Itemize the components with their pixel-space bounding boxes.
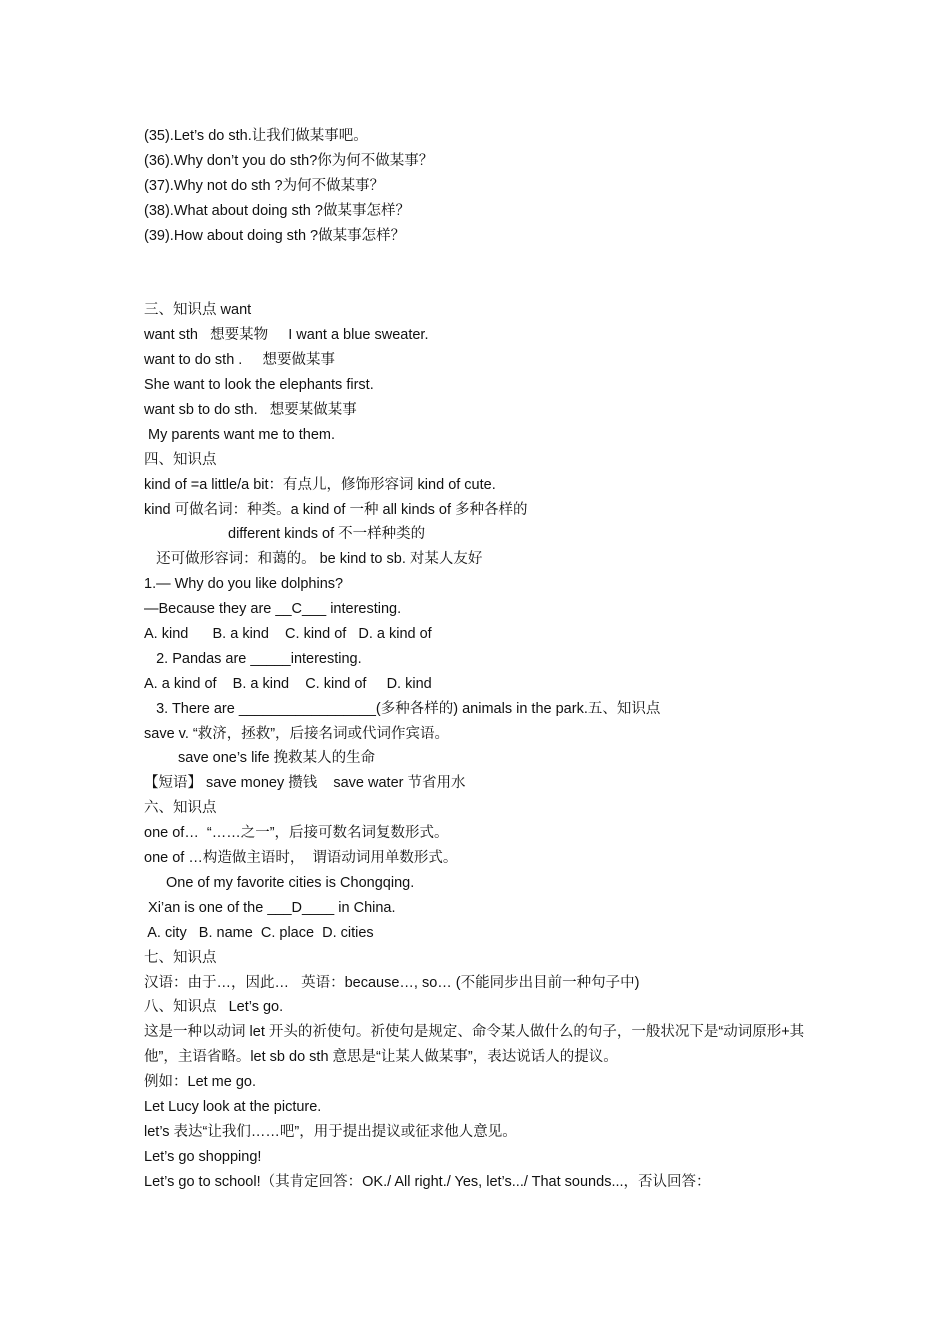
exercise-options: A. a kind of B. a kind C. kind of D. kind (144, 675, 432, 692)
exercise-question: 3. There are _________________(多种各样的) animals in the park.五、知识点 (144, 700, 661, 717)
section-6-line: one of… “……之一”，后接可数名词复数形式。 (144, 825, 449, 842)
section-8-line: Let Lucy look at the picture. (144, 1098, 322, 1115)
section-5-line: save one’s life 挽救某人的生命 (178, 750, 376, 767)
section-8-line: Let’s go shopping! (144, 1148, 262, 1165)
section-8-line: let’s 表达“让我们……吧”，用于提出提议或征求他人意见。 (144, 1123, 517, 1140)
section-5-line: 【短语】 save money 攒钱 save water 节省用水 (144, 775, 466, 792)
section-3-line: want to do sth . 想要做某事 (144, 352, 335, 369)
section-5-line: save v. “救济，拯救”，后接名词或代词作宾语。 (144, 725, 450, 742)
section-8-paragraph: 这是一种以动词 let 开头的祈使句。祈使句是规定、命令某人做什么的句子，一般状况下是“动词原形+其他”，主语省略。let sb do sth 意思是“让某人做某事”，表达说话人的提议。 (144, 1024, 805, 1066)
exercise-options: A. city B. name C. place D. cities (144, 924, 374, 941)
exercise-question: 1.— Why do you like dolphins? (144, 576, 344, 593)
exercise-question: Xi’an is one of the ___D____ in China. (144, 899, 396, 916)
phrase-35: (35).Let’s do sth.让我们做某事吧。 (144, 128, 368, 144)
section-7-heading: 七、知识点 (144, 949, 217, 966)
exercise-options: A. kind B. a kind C. kind of D. a kind of (144, 626, 432, 643)
section-4-line: kind 可做名词：种类。a kind of 一种 all kinds of 多种各样的 (144, 501, 528, 518)
phrase-36: (36).Why don’t you do sth?你为何不做某事？ (144, 152, 434, 169)
phrase-37: (37).Why not do sth ?为何不做某事？ (144, 177, 385, 194)
section-3-heading: 三、知识点 want (144, 302, 252, 319)
exercise-answer: —Because they are __C___ interesting. (144, 601, 402, 618)
blank-gap (144, 248, 810, 298)
section-4-heading: 四、知识点 (144, 451, 217, 468)
section-4-line: kind of =a little/a bit：有点儿，修饰形容词 kind of cute. (144, 476, 496, 493)
section-4-line: 还可做形容词：和蔼的。 be kind to sb. 对某人友好 (144, 551, 483, 568)
phrase-39: (39).How about doing sth ?做某事怎样？ (144, 227, 406, 244)
section-6-heading: 六、知识点 (144, 800, 217, 817)
section-3-line: My parents want me to them. (144, 426, 335, 443)
phrase-38: (38).What about doing sth ?做某事怎样？ (144, 202, 410, 219)
section-8-heading: 八、知识点 Let’s go. (144, 999, 284, 1016)
exercise-question: 2. Pandas are _____interesting. (144, 650, 362, 667)
section-6-line: one of …构造做主语时， 谓语动词用单数形式。 (144, 850, 458, 867)
section-6-line: One of my favorite cities is Chongqing. (166, 874, 415, 891)
section-4-line: different kinds of 不一样种类的 (228, 526, 426, 543)
section-3-line: want sb to do sth. 想要某做某事 (144, 402, 357, 419)
section-3-line: She want to look the elephants first. (144, 377, 374, 394)
document-body (144, 124, 810, 1195)
section-3-line: want sth 想要某物 I want a blue sweater. (144, 327, 429, 344)
section-8-line: 例如：Let me go. (144, 1074, 257, 1091)
section-7-line: 汉语：由于…，因此… 英语：because…, so… (不能同步出目前一种句子中) (144, 974, 640, 991)
section-8-line: Let’s go to school!（其肯定回答：OK./ All right./ Yes, let’s.../ That sounds...，否认回答： (144, 1173, 711, 1190)
